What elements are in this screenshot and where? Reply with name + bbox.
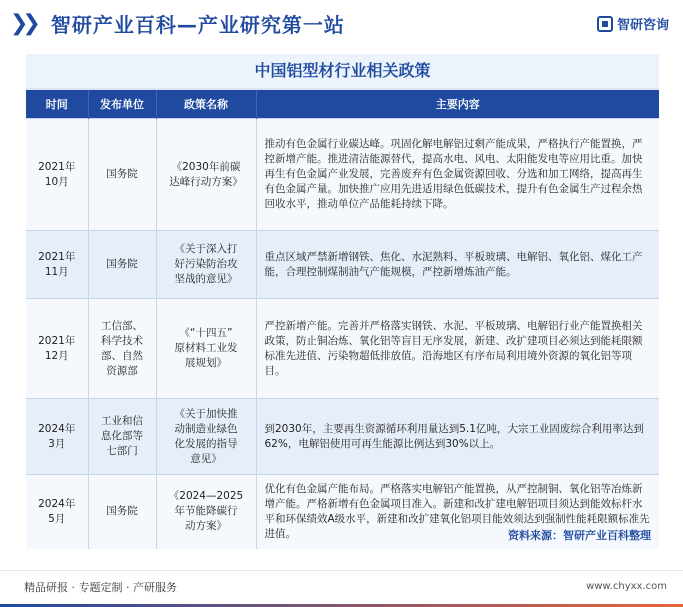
cell-publisher: 国务院 — [88, 231, 156, 299]
brand-logo-icon — [597, 16, 613, 32]
cell-policy: 《关于深入打 好污染防治攻 坚战的意见》 — [156, 231, 256, 299]
cell-content: 优化有色金属产能布局。严格落实电解铝产能置换，从严控制铜、氧化铝等冶炼新增产能。严格新增有色金属项目准入。新建和改扩建电解铝项目须达到能效标杆水平和环保绩效A级水平，新建和改扩建氧化铝项目能效须达到强制性能耗限额标准先进值。 — [256, 475, 659, 549]
page-footer — [0, 570, 683, 607]
footer-services: 精品研报 · 专题定制 · 产研服务 — [24, 581, 177, 594]
table-row — [26, 399, 659, 475]
cell-time: 2021年 11月 — [26, 231, 88, 299]
column-header-publisher: 发布单位 — [88, 90, 156, 119]
cell-publisher: 工信部、 科学技术 部、自然 资源部 — [88, 299, 156, 399]
double-chevron-icon: ❯❯ — [10, 10, 35, 36]
site-title: 智研产业百科—产业研究第一站 — [50, 12, 345, 37]
column-header-time: 时间 — [26, 90, 88, 119]
cell-policy: 《“十四五” 原材料工业发 展规划》 — [156, 299, 256, 399]
table-row — [26, 299, 659, 399]
cell-content: 到2030年，主要再生资源循环利用量达到5.1亿吨，大宗工业固废综合利用率达到62%，电解铝使用可再生能源比例达到30%以上。 — [256, 399, 659, 475]
brand-name: 智研咨询 — [616, 18, 669, 33]
footer-url[interactable]: www.chyxx.com — [586, 581, 667, 592]
cell-content: 推动有色金属行业碳达峰。巩固化解电解铝过剩产能成果，严格执行产能置换，严控新增产能。推进清洁能源替代，提高水电、风电、太阳能发电等应用比重。加快再生有色金属产业发展，完善废弃有色金属资源回收、分选和加工网络，提高再生有色金属产量。加快推广应用先进适用绿色低碳技术，提升有色金属生产过程余热回收水平，推动单位产品能耗持续下降。 — [256, 119, 659, 231]
column-header-policy: 政策名称 — [156, 90, 256, 119]
cell-time: 2024年 3月 — [26, 399, 88, 475]
cell-content: 重点区域严禁新增钢铁、焦化、水泥熟料、平板玻璃、电解铝、氧化铝、煤化工产能，合理控制煤制油气产能规模，严控新增炼油产能。 — [256, 231, 659, 299]
table-row — [26, 231, 659, 299]
policy-table — [26, 90, 659, 549]
source-note: 资料来源：智研产业百科整理 — [508, 529, 651, 542]
cell-time: 2024年 5月 — [26, 475, 88, 549]
table-title: 中国铝型材行业相关政策 — [26, 54, 659, 90]
brand[interactable] — [597, 14, 669, 33]
cell-publisher: 国务院 — [88, 119, 156, 231]
cell-publisher: 工业和信 息化部等 七部门 — [88, 399, 156, 475]
policy-table-panel — [26, 54, 659, 549]
table-row — [26, 119, 659, 231]
cell-time: 2021年 12月 — [26, 299, 88, 399]
cell-content: 严控新增产能。完善并严格落实钢铁、水泥、平板玻璃、电解铝行业产能置换相关政策，防止铜冶炼、氧化铝等盲目无序发展，新建、改扩建项目必须达到能耗限额标准先进值、污染物超低排放值。沿海地区有序布局利用境外资源的氧化铝等项目。 — [256, 299, 659, 399]
cell-time: 2021年 10月 — [26, 119, 88, 231]
column-header-content: 主要内容 — [256, 90, 659, 119]
cell-policy: 《2030年前碳 达峰行动方案》 — [156, 119, 256, 231]
cell-publisher: 国务院 — [88, 475, 156, 549]
cell-policy: 《关于加快推 动制造业绿色 化发展的指导 意见》 — [156, 399, 256, 475]
cell-policy: 《2024—2025 年节能降碳行 动方案》 — [156, 475, 256, 549]
table-header-row — [26, 90, 659, 119]
page-header — [0, 0, 683, 46]
